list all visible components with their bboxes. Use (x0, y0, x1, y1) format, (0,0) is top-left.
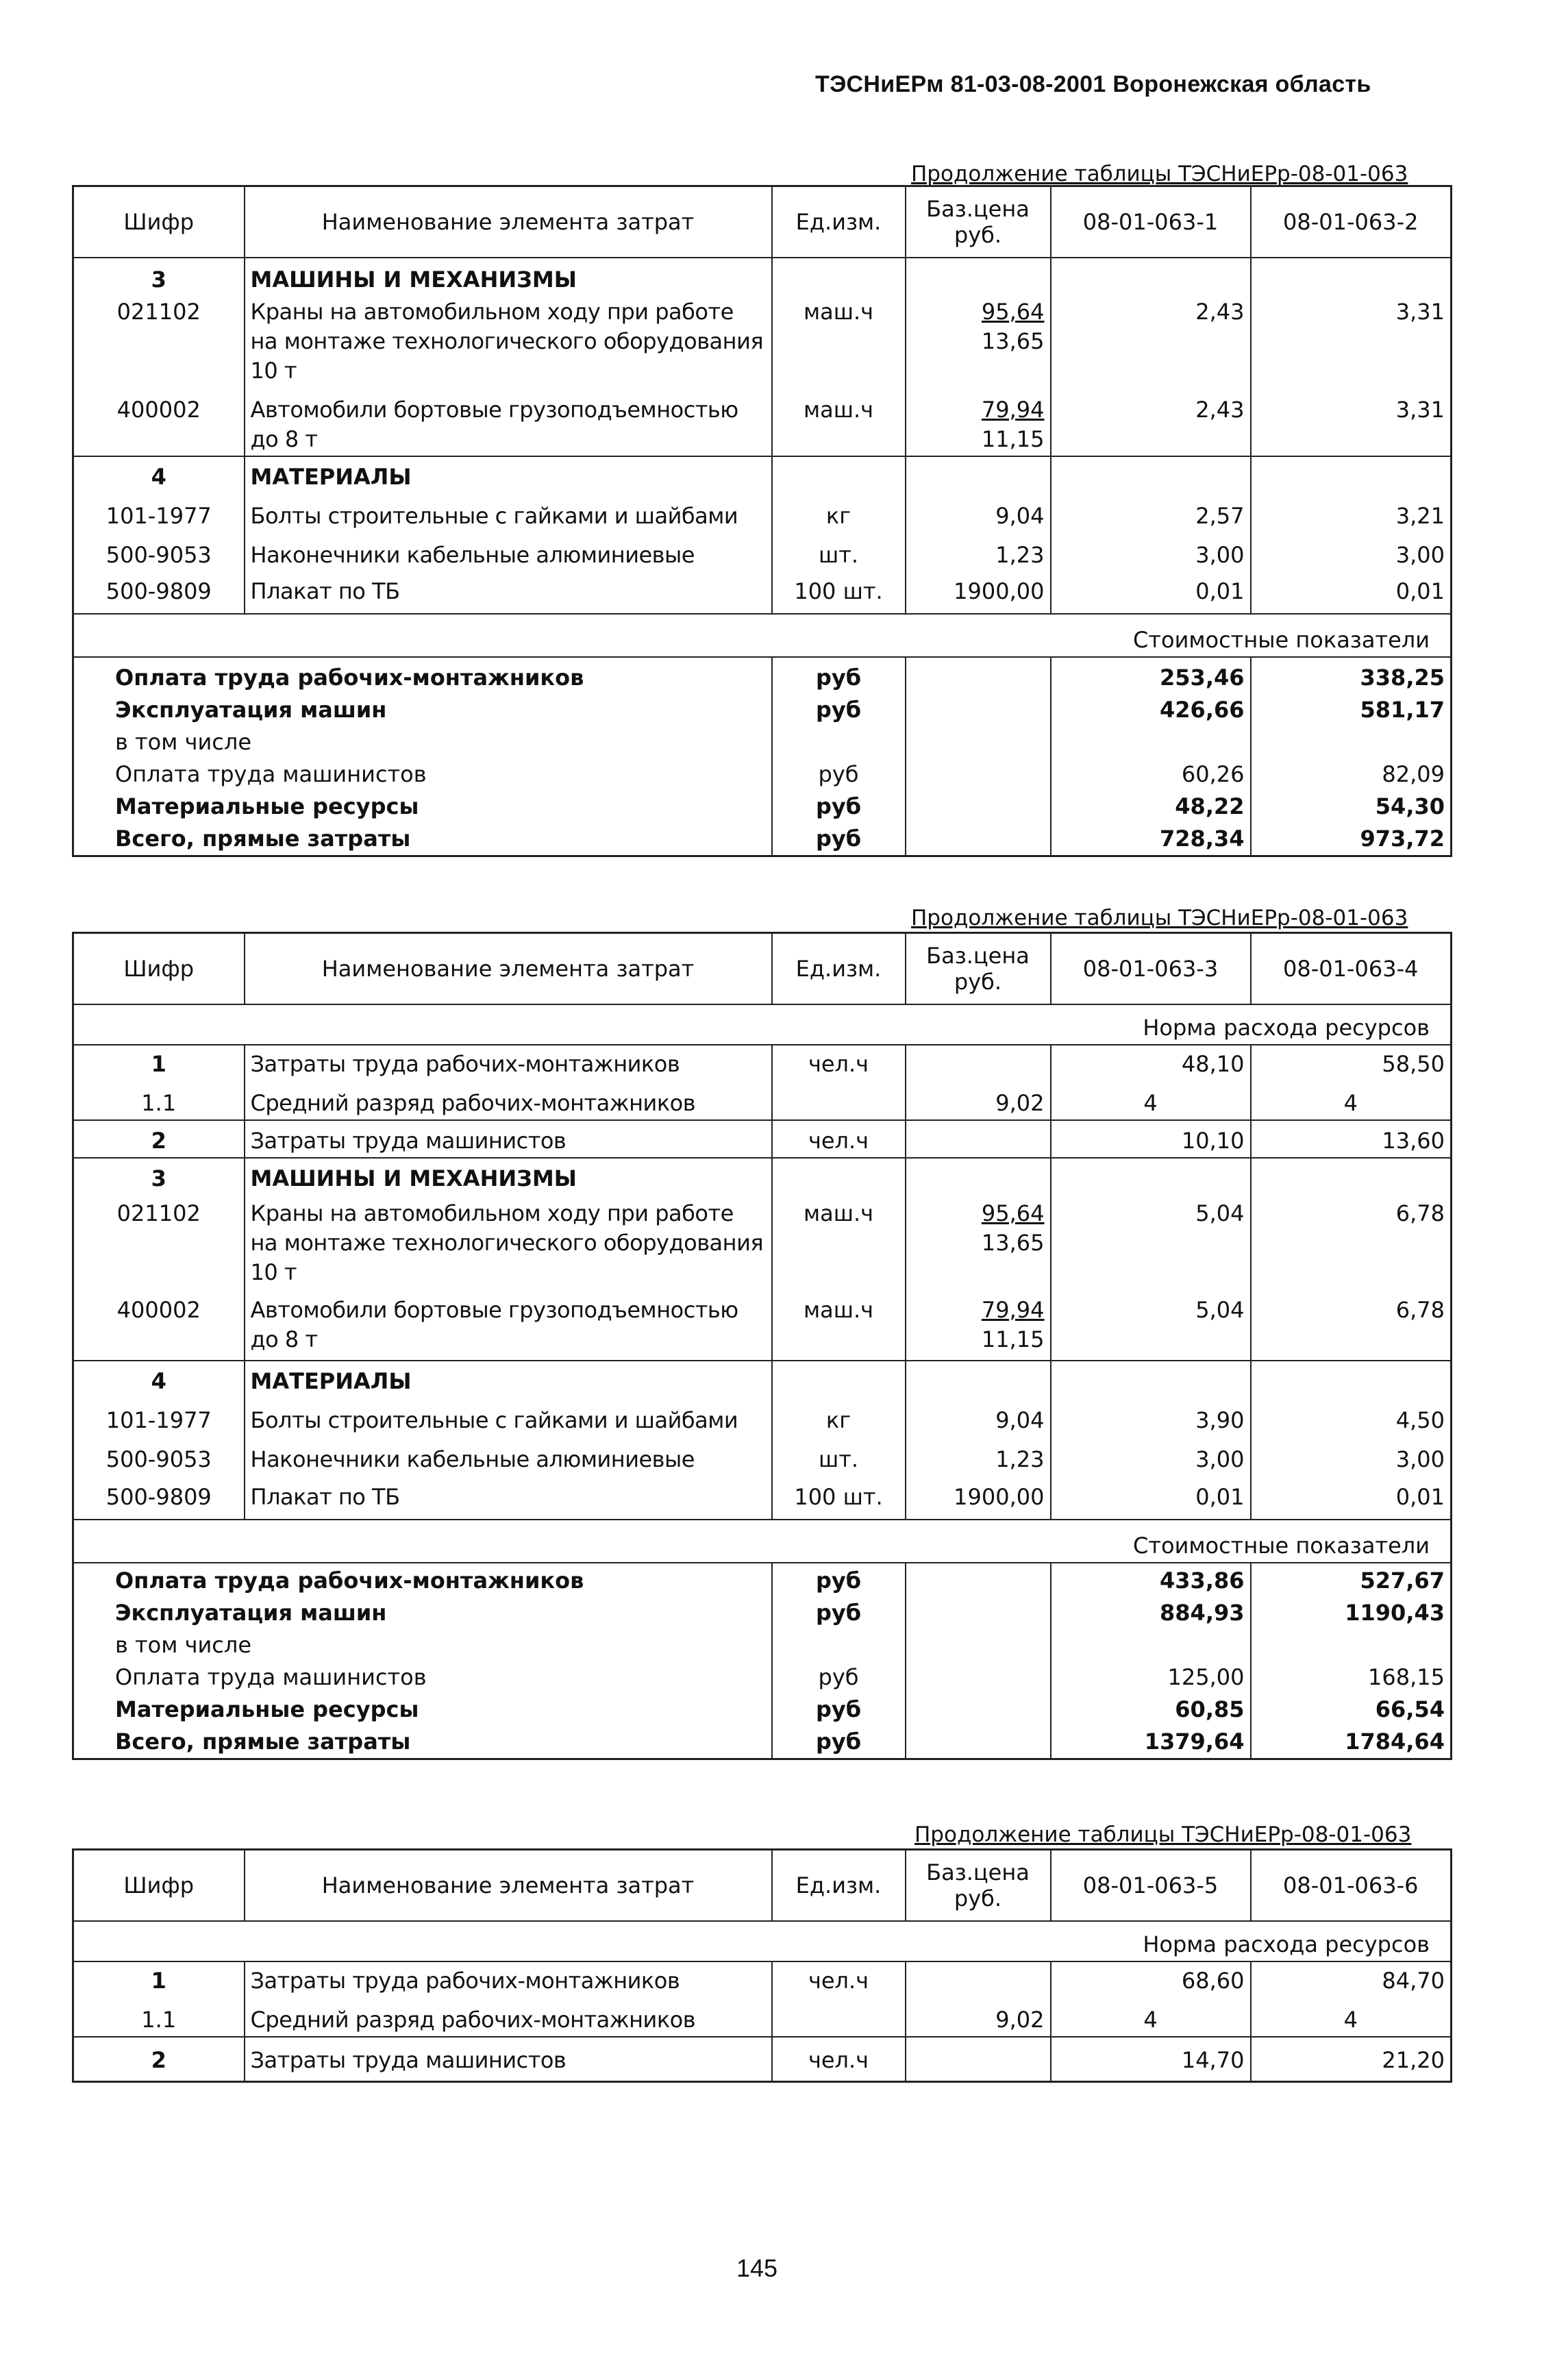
summary-value-1: 884,93 (1051, 1597, 1251, 1629)
row-code: 500-9809 (73, 1476, 245, 1520)
row-unit: маш.ч (772, 1289, 906, 1361)
table3-header-row (73, 1850, 1452, 1922)
summary-row (73, 1597, 1452, 1629)
summary-label: Оплата труда рабочих-монтажников (115, 1568, 584, 1594)
summary-unit: руб (772, 791, 906, 823)
table3 (72, 1848, 1452, 2083)
summary-value-2: 66,54 (1251, 1694, 1452, 1726)
row-code: 1 (151, 1051, 166, 1077)
price-value: 79,94 (981, 1297, 1045, 1323)
norm-label-row (73, 1004, 1452, 1045)
summary-unit: руб (772, 694, 906, 726)
row-name: Болты строительные с гайками и шайбами (245, 1398, 772, 1437)
section-title: МАТЕРИАЛЫ (245, 456, 772, 493)
row-value-2: 3,31 (1251, 296, 1452, 387)
summary-label: Оплата труда машинистов (115, 1664, 427, 1690)
row-value-1: 0,01 (1051, 1476, 1251, 1520)
row-name: Автомобили бортовые грузоподъемностью до 8 т (245, 387, 772, 456)
section-row (73, 1361, 1452, 1398)
row-unit: кг (772, 1398, 906, 1437)
row-code: 021102 (116, 1200, 201, 1226)
summary-label: Всего, прямые затраты (115, 826, 411, 852)
summary-row (73, 657, 1452, 694)
section-title: МАТЕРИАЛЫ (245, 1361, 772, 1398)
summary-value-1: 1379,64 (1051, 1726, 1251, 1759)
row-value-1: 3,90 (1051, 1398, 1251, 1437)
row-value-2: 0,01 (1251, 571, 1452, 614)
row-code: 2 (73, 1120, 245, 1158)
row-price (906, 1195, 1051, 1289)
row-name: Затраты труда машинистов (245, 1120, 772, 1158)
summary-row (73, 1726, 1452, 1759)
table-row (73, 493, 1452, 532)
section-code: 4 (151, 1368, 166, 1394)
row-name: Автомобили бортовые грузоподъемностью до 8 т (245, 1289, 772, 1361)
col-header-norm-1: 08-01-063-1 (1051, 186, 1251, 258)
row-price: 1,23 (906, 1437, 1051, 1476)
norm-label-row (73, 1921, 1452, 1961)
table-row (73, 1045, 1452, 1080)
summary-value-1: 48,22 (1051, 791, 1251, 823)
table-row (73, 1997, 1452, 2037)
summary-value-1: 60,85 (1051, 1694, 1251, 1726)
col-header-unit: Ед.изм. (772, 1850, 906, 1922)
summary-value-1: 433,86 (1051, 1563, 1251, 1597)
table-row (73, 1195, 1452, 1289)
row-name: Наконечники кабельные алюминиевые (245, 532, 772, 571)
table-row (73, 1398, 1452, 1437)
col-header-price: Баз.цена руб. (906, 186, 1051, 258)
row-value-1: 2,57 (1051, 493, 1251, 532)
row-value-2: 4 (1251, 1997, 1452, 2037)
table2-caption: Продолжение таблицы ТЭСНиЕРр-08-01-063 (911, 906, 1408, 930)
table-row (73, 1289, 1452, 1361)
row-value-2: 4 (1251, 1080, 1452, 1120)
summary-row (73, 1629, 1452, 1661)
price-value: 95,64 (981, 299, 1045, 325)
row-name: Плакат по ТБ (245, 571, 772, 614)
summary-value-2: 973,72 (1251, 823, 1452, 856)
row-value-1: 5,04 (1051, 1195, 1251, 1289)
row-value-2: 3,00 (1251, 1437, 1452, 1476)
row-price: 1900,00 (906, 1476, 1051, 1520)
row-value-1: 4 (1051, 1997, 1251, 2037)
table-row (73, 296, 1452, 387)
row-value-2: 84,70 (1251, 1961, 1452, 1997)
row-name: Средний разряд рабочих-монтажников (245, 1080, 772, 1120)
row-code: 101-1977 (105, 503, 212, 529)
summary-value-2: 1784,64 (1251, 1726, 1452, 1759)
row-code: 101-1977 (105, 1407, 212, 1433)
summary-label: в том числе (115, 729, 251, 755)
cost-indicators-label: Стоимостные показатели (73, 1520, 1452, 1563)
summary-row (73, 694, 1452, 726)
row-name: Наконечники кабельные алюминиевые (245, 1437, 772, 1476)
row-value-1: 4 (1051, 1080, 1251, 1120)
row-value-1: 10,10 (1051, 1120, 1251, 1158)
summary-row (73, 758, 1452, 791)
row-unit: чел.ч (772, 1961, 906, 1997)
row-unit: маш.ч (772, 387, 906, 456)
summary-value-2: 54,30 (1251, 791, 1452, 823)
row-code: 500-9053 (105, 542, 212, 568)
norm-label: Норма расхода ресурсов (73, 1004, 1452, 1045)
row-code: 1.1 (73, 1080, 245, 1120)
summary-value-2: 338,25 (1251, 657, 1452, 694)
summary-label: Оплата труда рабочих-монтажников (115, 665, 584, 691)
table2-header-row (73, 933, 1452, 1005)
summary-label: в том числе (115, 1632, 251, 1658)
summary-row (73, 1694, 1452, 1726)
section-row (73, 1158, 1452, 1195)
row-value-2: 6,78 (1251, 1289, 1452, 1361)
col-header-code: Шифр (73, 186, 245, 258)
col-header-norm-2: 08-01-063-4 (1251, 933, 1452, 1005)
row-value-1: 2,43 (1051, 387, 1251, 456)
table-row (73, 1080, 1452, 1120)
summary-label: Оплата труда машинистов (115, 761, 427, 787)
table-row (73, 571, 1452, 614)
summary-value-2: 1190,43 (1251, 1597, 1452, 1629)
table-row (73, 387, 1452, 456)
col-header-code: Шифр (73, 933, 245, 1005)
summary-row (73, 1563, 1452, 1597)
row-value-2: 13,60 (1251, 1120, 1452, 1158)
row-value-1: 3,00 (1051, 532, 1251, 571)
row-price: 9,02 (906, 1997, 1051, 2037)
row-price: 1,23 (906, 532, 1051, 571)
col-header-norm-1: 08-01-063-3 (1051, 933, 1251, 1005)
row-value-1: 48,10 (1051, 1045, 1251, 1080)
row-value-2: 4,50 (1251, 1398, 1452, 1437)
col-header-code: Шифр (73, 1850, 245, 1922)
summary-unit: руб (772, 1563, 906, 1597)
row-unit: чел.ч (772, 2037, 906, 2082)
summary-unit: руб (772, 657, 906, 694)
row-value-1: 14,70 (1051, 2037, 1251, 2082)
table-row (73, 2037, 1452, 2082)
row-value-2: 58,50 (1251, 1045, 1452, 1080)
price-salary: 13,65 (981, 328, 1045, 354)
price-salary: 11,15 (981, 1326, 1045, 1352)
table2 (72, 932, 1452, 1760)
row-name: Плакат по ТБ (245, 1476, 772, 1520)
summary-label: Материальные ресурсы (115, 1696, 419, 1722)
summary-unit: руб (772, 823, 906, 856)
col-header-norm-2: 08-01-063-6 (1251, 1850, 1452, 1922)
price-value: 95,64 (981, 1200, 1045, 1226)
summary-value-1: 60,26 (1051, 758, 1251, 791)
col-header-name: Наименование элемента затрат (245, 186, 772, 258)
col-header-norm-2: 08-01-063-2 (1251, 186, 1452, 258)
row-value-1: 3,00 (1051, 1437, 1251, 1476)
table-row (73, 1120, 1452, 1158)
section-code: 4 (151, 464, 166, 490)
cost-indicators-row (73, 1520, 1452, 1563)
row-price: 9,02 (906, 1080, 1051, 1120)
row-value-2: 3,31 (1251, 387, 1452, 456)
row-name: Затраты труда рабочих-монтажников (245, 1045, 772, 1080)
summary-unit: руб (772, 1661, 906, 1694)
row-unit: кг (772, 493, 906, 532)
summary-value-1: 426,66 (1051, 694, 1251, 726)
row-unit: чел.ч (772, 1045, 906, 1080)
row-code: 021102 (116, 299, 201, 325)
table1 (72, 185, 1452, 857)
summary-unit: руб (772, 1726, 906, 1759)
row-unit: маш.ч (772, 296, 906, 387)
col-header-price: Баз.цена руб. (906, 933, 1051, 1005)
table1-caption: Продолжение таблицы ТЭСНиЕРр-08-01-063 (911, 162, 1408, 186)
row-name: Средний разряд рабочих-монтажников (245, 1997, 772, 2037)
row-value-1: 5,04 (1051, 1289, 1251, 1361)
summary-label: Эксплуатация машин (115, 1600, 387, 1626)
row-name: Краны на автомобильном ходу при работе на монтаже технологического оборудования 10 т (245, 296, 772, 387)
section-code: 3 (151, 1165, 166, 1191)
row-code: 400002 (73, 387, 245, 456)
summary-value-2: 82,09 (1251, 758, 1452, 791)
summary-value-1: 125,00 (1051, 1661, 1251, 1694)
row-code: 1.1 (73, 1997, 245, 2037)
table-row (73, 1437, 1452, 1476)
row-name: Затраты труда рабочих-монтажников (245, 1961, 772, 1997)
summary-row (73, 791, 1452, 823)
row-code: 400002 (73, 1289, 245, 1361)
summary-row (73, 1661, 1452, 1694)
summary-row (73, 726, 1452, 758)
col-header-name: Наименование элемента затрат (245, 1850, 772, 1922)
col-header-unit: Ед.изм. (772, 186, 906, 258)
row-value-1: 2,43 (1051, 296, 1251, 387)
row-code: 500-9809 (73, 571, 245, 614)
table1-header-row (73, 186, 1452, 258)
row-code: 500-9053 (105, 1446, 212, 1472)
summary-value-2: 168,15 (1251, 1661, 1452, 1694)
summary-label: Эксплуатация машин (115, 697, 387, 723)
row-price (906, 296, 1051, 387)
price-salary: 13,65 (981, 1230, 1045, 1256)
row-code: 2 (151, 2047, 166, 2073)
summary-value-1: 728,34 (1051, 823, 1251, 856)
page-number: 145 (736, 2254, 778, 2282)
summary-value-1: 253,46 (1051, 657, 1251, 694)
row-price (906, 387, 1051, 456)
row-name: Болты строительные с гайками и шайбами (245, 493, 772, 532)
norm-label: Норма расхода ресурсов (73, 1921, 1452, 1961)
row-name: Затраты труда машинистов (245, 2037, 772, 2082)
section-title: МАШИНЫ И МЕХАНИЗМЫ (245, 1158, 772, 1195)
row-value-1: 68,60 (1051, 1961, 1251, 1997)
row-price: 1900,00 (906, 571, 1051, 614)
table-row (73, 1961, 1452, 1997)
summary-unit: руб (772, 1597, 906, 1629)
summary-value-2: 527,67 (1251, 1563, 1452, 1597)
summary-label: Материальные ресурсы (115, 793, 419, 819)
price-salary: 11,15 (981, 426, 1045, 452)
summary-unit: руб (772, 758, 906, 791)
row-value-2: 0,01 (1251, 1476, 1452, 1520)
row-value-1: 0,01 (1051, 571, 1251, 614)
summary-label: Всего, прямые затраты (115, 1729, 411, 1755)
row-unit: 100 шт. (772, 571, 906, 614)
cost-indicators-row (73, 614, 1452, 657)
summary-unit: руб (772, 1694, 906, 1726)
row-unit: чел.ч (772, 1120, 906, 1158)
section-row (73, 456, 1452, 493)
row-unit: шт. (772, 532, 906, 571)
section-code: 3 (151, 267, 166, 293)
row-value-2: 3,00 (1251, 532, 1452, 571)
row-unit: шт. (772, 1437, 906, 1476)
row-price: 9,04 (906, 1398, 1051, 1437)
col-header-norm-1: 08-01-063-5 (1051, 1850, 1251, 1922)
row-name: Краны на автомобильном ходу при работе на монтаже технологического оборудования 10 т (245, 1195, 772, 1289)
row-value-2: 6,78 (1251, 1195, 1452, 1289)
row-unit: маш.ч (772, 1195, 906, 1289)
table-row (73, 532, 1452, 571)
row-unit: 100 шт. (772, 1476, 906, 1520)
summary-row (73, 823, 1452, 856)
col-header-unit: Ед.изм. (772, 933, 906, 1005)
cost-indicators-label: Стоимостные показатели (73, 614, 1452, 657)
table-row (73, 1476, 1452, 1520)
section-row (73, 258, 1452, 296)
row-value-2: 3,21 (1251, 493, 1452, 532)
table3-caption: Продолжение таблицы ТЭСНиЕРр-08-01-063 (914, 1822, 1412, 1847)
col-header-name: Наименование элемента затрат (245, 933, 772, 1005)
row-value-2: 21,20 (1251, 2037, 1452, 2082)
row-price (906, 1289, 1051, 1361)
document-header: ТЭСНиЕРм 81-03-08-2001 Воронежская область (815, 71, 1371, 97)
row-code: 1 (151, 1968, 166, 1994)
col-header-price: Баз.цена руб. (906, 1850, 1051, 1922)
summary-value-2: 581,17 (1251, 694, 1452, 726)
row-price: 9,04 (906, 493, 1051, 532)
section-title: МАШИНЫ И МЕХАНИЗМЫ (245, 258, 772, 296)
price-value: 79,94 (981, 397, 1045, 423)
